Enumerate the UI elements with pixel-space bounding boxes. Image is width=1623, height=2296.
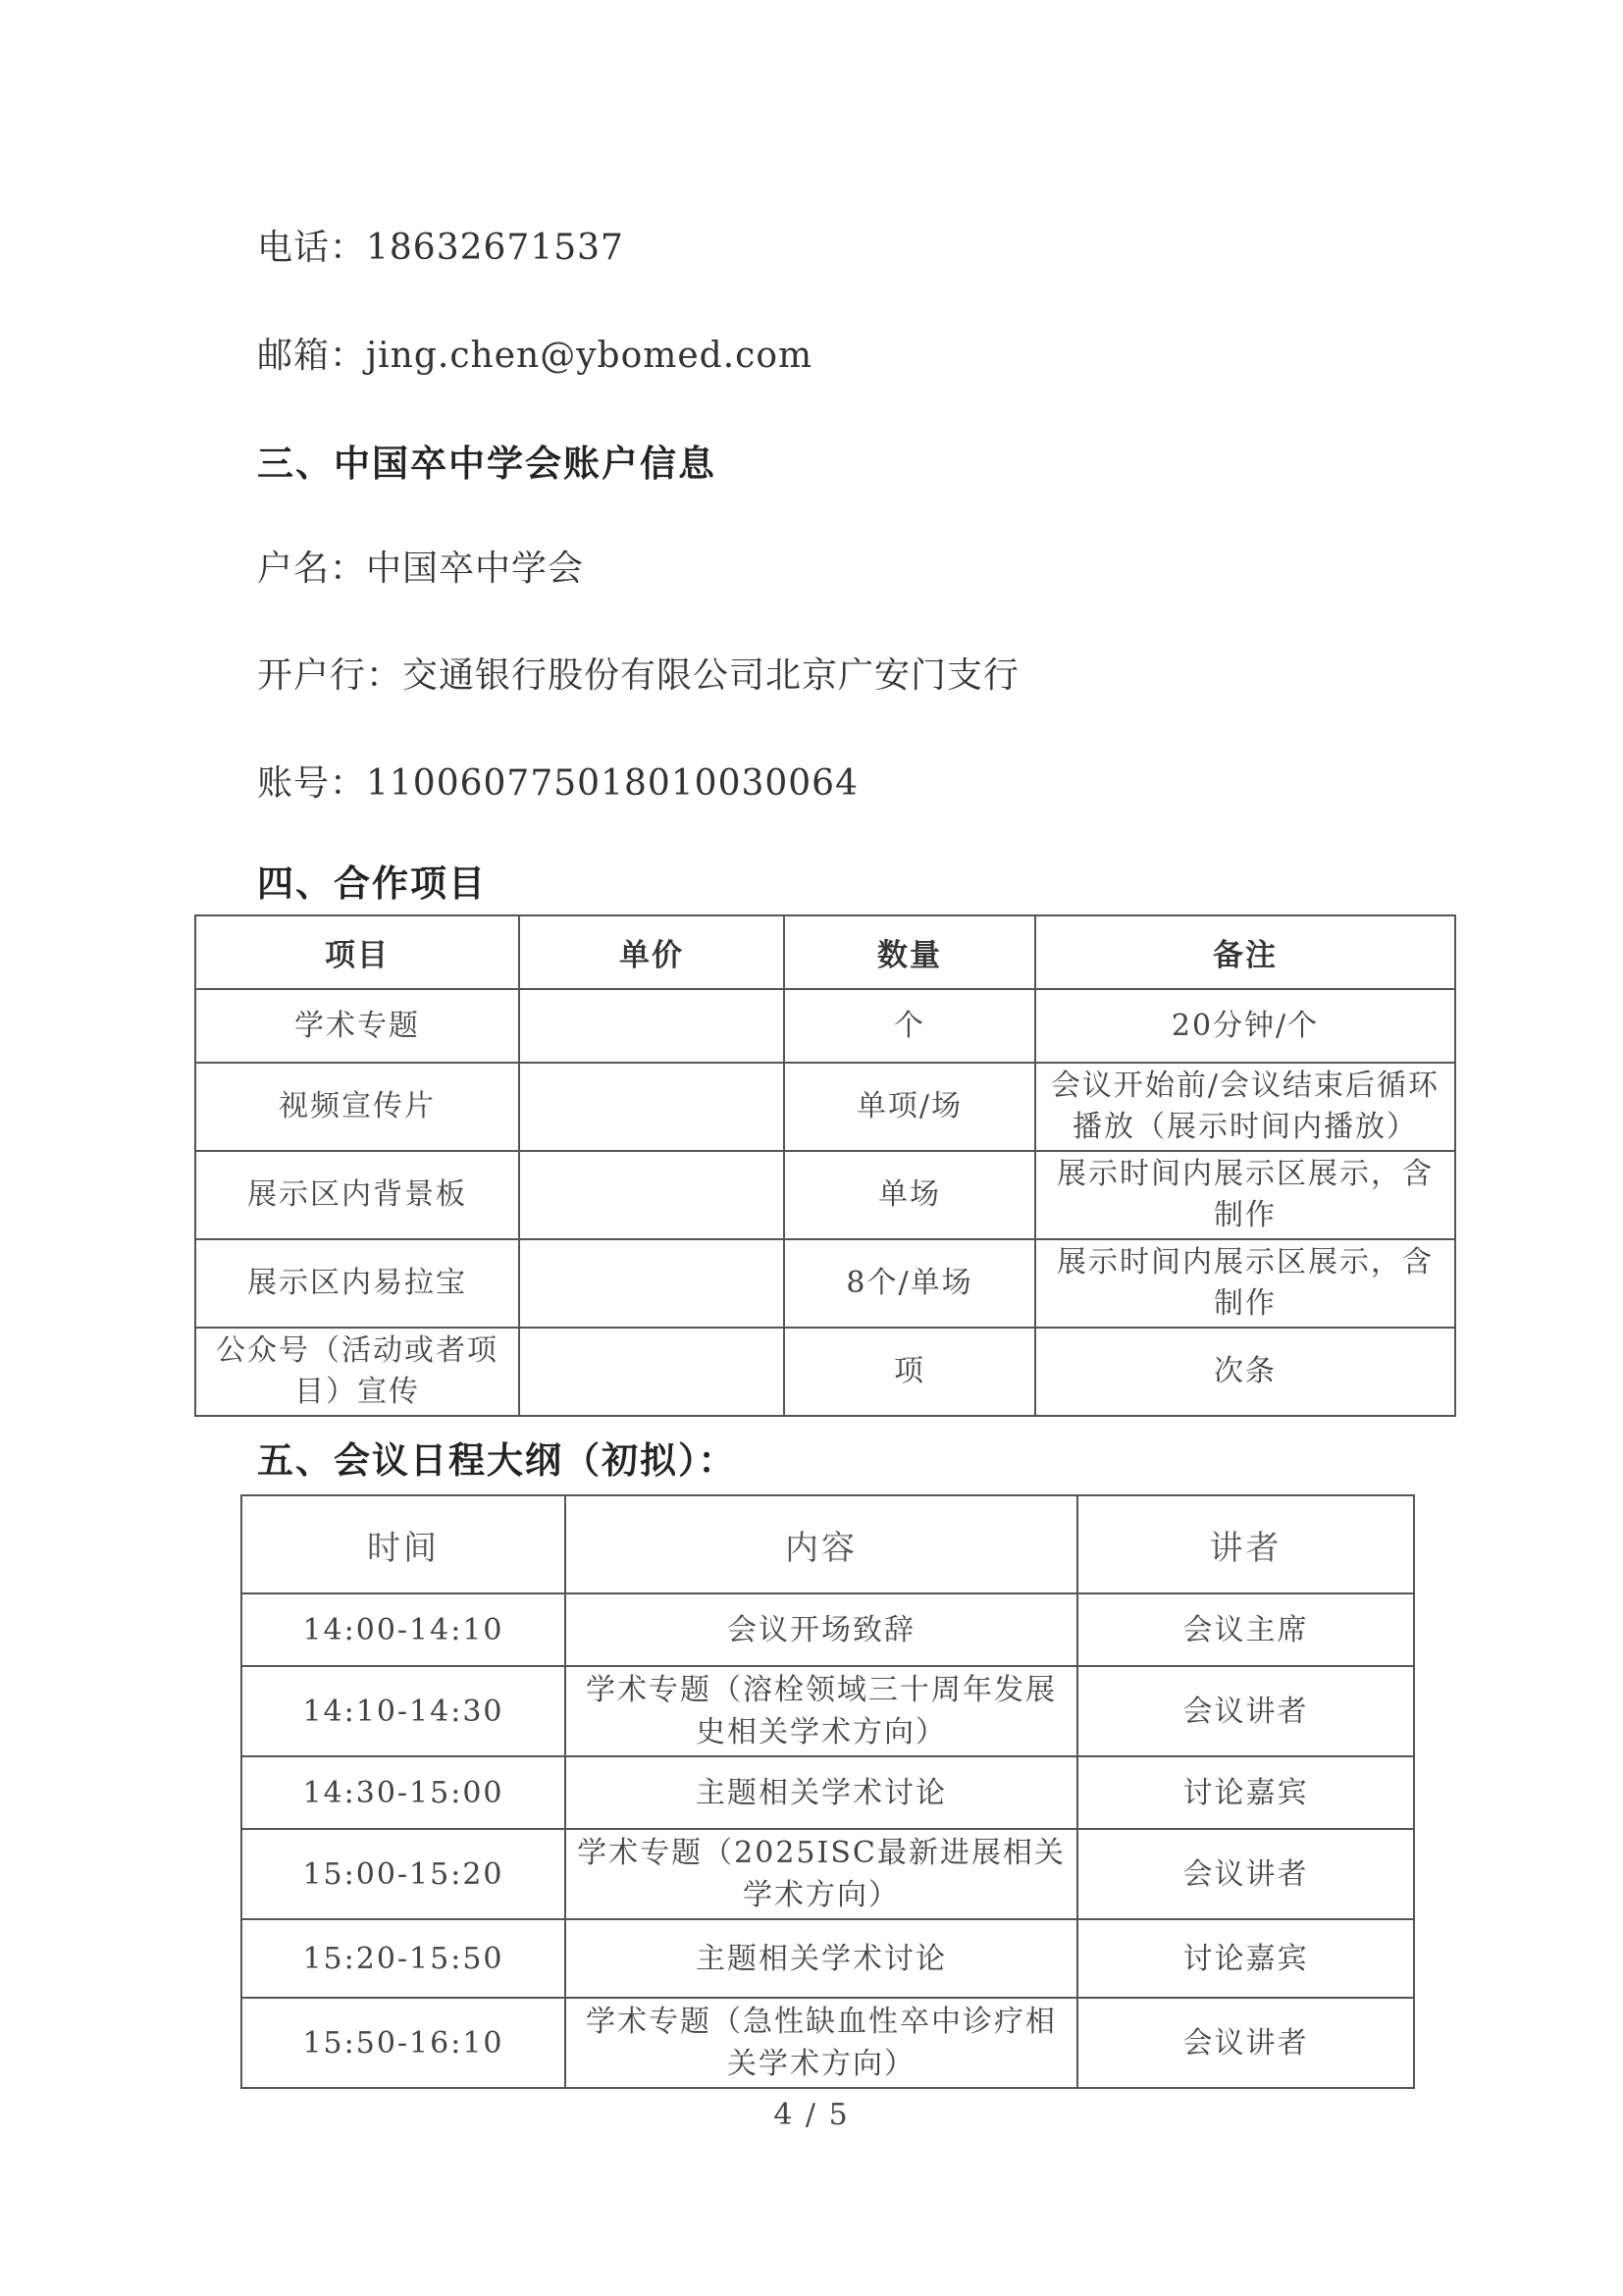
account-number-line: 账号：110060775018010030064 bbox=[257, 763, 859, 804]
email-line: 邮箱：jing.chen@ybomed.com bbox=[257, 336, 813, 376]
section3-heading: 三、中国卒中学会账户信息 bbox=[257, 443, 716, 485]
table-row bbox=[195, 1239, 1455, 1328]
time-cell: 14:30-15:00 bbox=[241, 1756, 565, 1829]
header-price: 单价 bbox=[519, 915, 784, 989]
price-cell bbox=[519, 1239, 784, 1328]
item-cell: 学术专题 bbox=[195, 989, 519, 1063]
content-cell: 学术专题（溶栓领域三十周年发展史相关学术方向） bbox=[565, 1666, 1077, 1756]
speaker-cell: 会议主席 bbox=[1077, 1593, 1414, 1666]
price-cell bbox=[519, 1151, 784, 1239]
table-row bbox=[241, 1756, 1414, 1829]
time-cell: 15:00-15:20 bbox=[241, 1829, 565, 1919]
price-cell bbox=[519, 989, 784, 1063]
note-cell: 次条 bbox=[1035, 1328, 1455, 1416]
table-row bbox=[195, 989, 1455, 1063]
content-cell: 主题相关学术讨论 bbox=[565, 1756, 1077, 1829]
time-cell: 15:20-15:50 bbox=[241, 1919, 565, 1998]
header-item: 项目 bbox=[195, 915, 519, 989]
section5-heading: 五、会议日程大纲（初拟）： bbox=[257, 1439, 737, 1482]
table-row bbox=[241, 1593, 1414, 1666]
header-speaker: 讲者 bbox=[1077, 1495, 1414, 1593]
item-cell: 展示区内背景板 bbox=[195, 1151, 519, 1239]
table-row bbox=[241, 1829, 1414, 1919]
page-number: 4 / 5 bbox=[773, 2098, 850, 2132]
note-cell: 20分钟/个 bbox=[1035, 989, 1455, 1063]
quantity-cell: 8个/单场 bbox=[784, 1239, 1035, 1328]
time-cell: 15:50-16:10 bbox=[241, 1998, 565, 2088]
quantity-cell: 个 bbox=[784, 989, 1035, 1063]
bank-line: 开户行：交通银行股份有限公司北京广安门支行 bbox=[257, 655, 1021, 696]
schedule-table bbox=[240, 1494, 1415, 2089]
table-row bbox=[241, 1919, 1414, 1998]
item-cell: 视频宣传片 bbox=[195, 1063, 519, 1151]
note-cell: 会议开始前/会议结束后循环播放（展示时间内播放） bbox=[1035, 1063, 1455, 1151]
header-note: 备注 bbox=[1035, 915, 1455, 989]
price-cell bbox=[519, 1328, 784, 1416]
header-quantity: 数量 bbox=[784, 915, 1035, 989]
time-cell: 14:00-14:10 bbox=[241, 1593, 565, 1666]
table-header-row bbox=[241, 1495, 1414, 1593]
item-cell: 公众号（活动或者项目）宣传 bbox=[195, 1328, 519, 1416]
content-cell: 会议开场致辞 bbox=[565, 1593, 1077, 1666]
price-cell bbox=[519, 1063, 784, 1151]
quantity-cell: 单场 bbox=[784, 1151, 1035, 1239]
content-cell: 学术专题（急性缺血性卒中诊疗相关学术方向） bbox=[565, 1998, 1077, 2088]
table-row bbox=[195, 1328, 1455, 1416]
section4-heading: 四、合作项目 bbox=[257, 862, 487, 905]
speaker-cell: 会议讲者 bbox=[1077, 1829, 1414, 1919]
table-header-row bbox=[195, 915, 1455, 989]
item-cell: 展示区内易拉宝 bbox=[195, 1239, 519, 1328]
time-cell: 14:10-14:30 bbox=[241, 1666, 565, 1756]
table-row bbox=[241, 1998, 1414, 2088]
header-content: 内容 bbox=[565, 1495, 1077, 1593]
content-cell: 主题相关学术讨论 bbox=[565, 1919, 1077, 1998]
header-time: 时间 bbox=[241, 1495, 565, 1593]
account-name-line: 户名：中国卒中学会 bbox=[257, 548, 585, 589]
speaker-cell: 会议讲者 bbox=[1077, 1666, 1414, 1756]
note-cell: 展示时间内展示区展示，含制作 bbox=[1035, 1151, 1455, 1239]
table-row bbox=[195, 1151, 1455, 1239]
speaker-cell: 讨论嘉宾 bbox=[1077, 1919, 1414, 1998]
quantity-cell: 单项/场 bbox=[784, 1063, 1035, 1151]
table-row bbox=[195, 1063, 1455, 1151]
content-cell: 学术专题（2025ISC最新进展相关学术方向） bbox=[565, 1829, 1077, 1919]
note-cell: 展示时间内展示区展示，含制作 bbox=[1035, 1239, 1455, 1328]
cooperation-table bbox=[194, 914, 1456, 1417]
quantity-cell: 项 bbox=[784, 1328, 1035, 1416]
phone-line: 电话：18632671537 bbox=[257, 228, 624, 268]
table-row bbox=[241, 1666, 1414, 1756]
speaker-cell: 会议讲者 bbox=[1077, 1998, 1414, 2088]
speaker-cell: 讨论嘉宾 bbox=[1077, 1756, 1414, 1829]
